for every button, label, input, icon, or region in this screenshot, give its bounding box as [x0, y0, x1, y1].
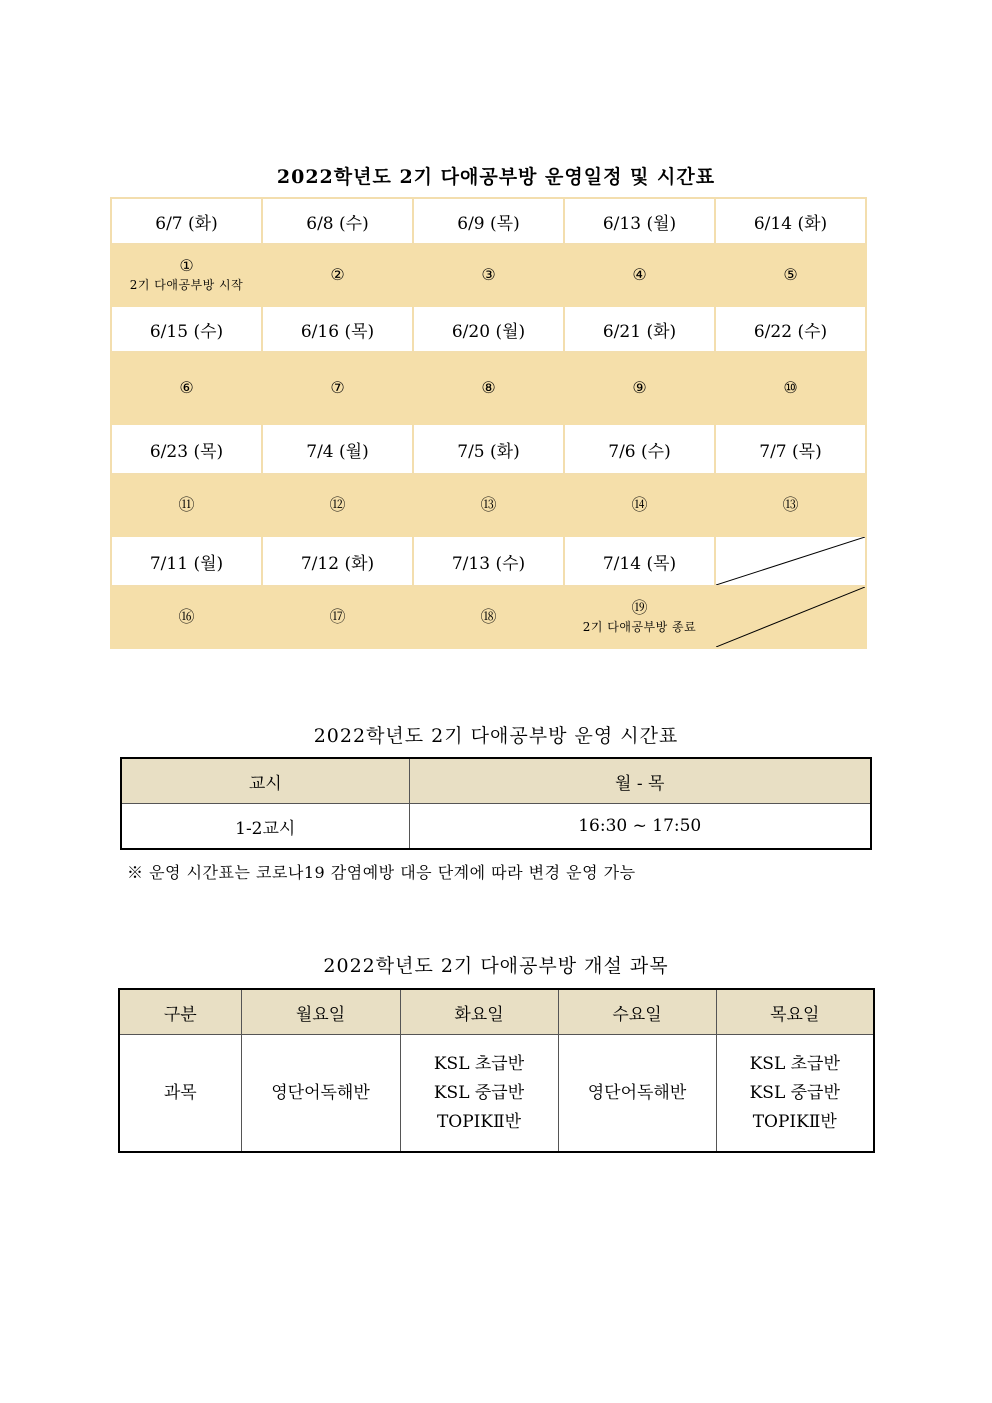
session-cell — [715, 352, 866, 424]
course-item: 영단어독해반 — [271, 1082, 370, 1103]
session-number: ⑲ — [631, 598, 648, 617]
header-cell: 화요일 — [400, 989, 558, 1035]
courses-title: 2022학년도 2기 다애공부방 개설 과목 — [323, 955, 669, 977]
session-cell — [715, 244, 866, 306]
session-cell — [564, 586, 715, 648]
date-row — [111, 424, 866, 474]
thursday-cell — [716, 1035, 874, 1153]
session-number: ⑤ — [783, 265, 798, 284]
timetable-header-row — [121, 758, 871, 804]
session-row — [111, 244, 866, 306]
date-cell: 6/13 (월) — [564, 198, 715, 244]
session-number: ⑰ — [329, 607, 346, 626]
session-number: ⑥ — [179, 378, 194, 397]
courses-header-row — [119, 989, 874, 1035]
date-row — [111, 536, 866, 586]
session-number: ⑬ — [480, 495, 497, 514]
course-item: 영단어독해반 — [587, 1082, 687, 1103]
monday-cell — [241, 1035, 400, 1153]
course-item: TOPIKⅡ반 — [436, 1111, 522, 1132]
date-cell: 7/14 (목) — [564, 536, 715, 586]
date-cell: 6/16 (목) — [262, 306, 413, 352]
session-number: ⑯ — [178, 607, 195, 626]
timetable-title: 2022학년도 2기 다애공부방 운영 시간표 — [313, 725, 679, 747]
date-cell: 6/7 (화) — [111, 198, 262, 244]
date-cell: 7/12 (화) — [262, 536, 413, 586]
session-number: ⑪ — [178, 495, 195, 514]
timetable-note: ※ 운영 시간표는 코로나19 감염예방 대응 단계에 따라 변경 운영 가능 — [127, 863, 636, 882]
row-label-cell: 과목 — [119, 1035, 241, 1153]
date-cell: 6/23 (목) — [111, 424, 262, 474]
session-number: ⑨ — [632, 378, 647, 397]
session-number: ⑦ — [330, 378, 345, 397]
date-cell: 6/14 (화) — [715, 198, 866, 244]
diagonal-slash — [716, 587, 865, 647]
date-cell: 7/5 (화) — [413, 424, 564, 474]
date-cell: 7/7 (목) — [715, 424, 866, 474]
date-cell: 6/9 (목) — [413, 198, 564, 244]
tuesday-cell — [400, 1035, 558, 1153]
period-cell: 1-2교시 — [121, 804, 409, 850]
session-cell — [111, 244, 262, 306]
session-number: ⑬ — [782, 495, 799, 514]
session-number: ⑭ — [631, 495, 648, 514]
timetable-table — [120, 757, 872, 850]
date-cell: 6/8 (수) — [262, 198, 413, 244]
date-cell: 7/11 (월) — [111, 536, 262, 586]
diagonal-slash — [716, 537, 865, 585]
header-cell: 교시 — [121, 758, 409, 804]
courses-row — [119, 1035, 874, 1153]
date-row — [111, 306, 866, 352]
course-item: KSL 중급반 — [749, 1082, 840, 1103]
session-cell — [413, 352, 564, 424]
session-number: ① — [179, 256, 194, 275]
session-row — [111, 474, 866, 536]
session-number: ⑫ — [329, 495, 346, 514]
course-item: KSL 중급반 — [433, 1082, 525, 1103]
date-cell: 7/4 (월) — [262, 424, 413, 474]
timetable-row — [121, 804, 871, 850]
course-item: KSL 초급반 — [749, 1053, 840, 1074]
session-number: ③ — [481, 265, 496, 284]
wednesday-cell — [558, 1035, 716, 1153]
date-row — [111, 198, 866, 244]
session-cell — [262, 474, 413, 536]
session-cell — [262, 244, 413, 306]
session-number: ④ — [632, 265, 647, 284]
session-cell — [111, 474, 262, 536]
session-cell — [564, 474, 715, 536]
session-cell — [413, 474, 564, 536]
header-cell: 목요일 — [716, 989, 874, 1035]
session-cell — [564, 244, 715, 306]
courses-table — [118, 988, 875, 1153]
header-cell: 수요일 — [558, 989, 716, 1035]
header-cell: 월요일 — [241, 989, 400, 1035]
session-cell — [262, 586, 413, 648]
header-cell: 월 - 목 — [409, 758, 871, 804]
session-cell — [413, 244, 564, 306]
header-cell: 구분 — [119, 989, 241, 1035]
course-item: KSL 초급반 — [433, 1053, 525, 1074]
session-number: ⑧ — [481, 378, 496, 397]
course-item: TOPIKⅡ반 — [752, 1111, 837, 1132]
empty-session-cell — [715, 586, 866, 648]
session-cell — [715, 474, 866, 536]
session-row — [111, 586, 866, 648]
date-cell: 6/22 (수) — [715, 306, 866, 352]
session-row — [111, 352, 866, 424]
date-cell: 6/21 (화) — [564, 306, 715, 352]
empty-date-cell — [715, 536, 866, 586]
date-cell: 6/15 (수) — [111, 306, 262, 352]
schedule-title: 2022학년도 2기 다애공부방 운영일정 및 시간표 — [276, 166, 716, 188]
time-cell: 16:30 ~ 17:50 — [409, 804, 871, 850]
session-cell — [111, 352, 262, 424]
session-number: ⑱ — [480, 607, 497, 626]
session-number: ② — [330, 265, 345, 284]
schedule-table — [110, 197, 867, 649]
session-number: ⑩ — [783, 378, 798, 397]
session-cell — [413, 586, 564, 648]
session-cell — [262, 352, 413, 424]
date-cell: 7/13 (수) — [413, 536, 564, 586]
date-cell: 7/6 (수) — [564, 424, 715, 474]
session-cell — [564, 352, 715, 424]
date-cell: 6/20 (월) — [413, 306, 564, 352]
session-note: 2기 다애공부방 시작 — [129, 278, 244, 292]
session-cell — [111, 586, 262, 648]
session-note: 2기 다애공부방 종료 — [582, 620, 697, 634]
